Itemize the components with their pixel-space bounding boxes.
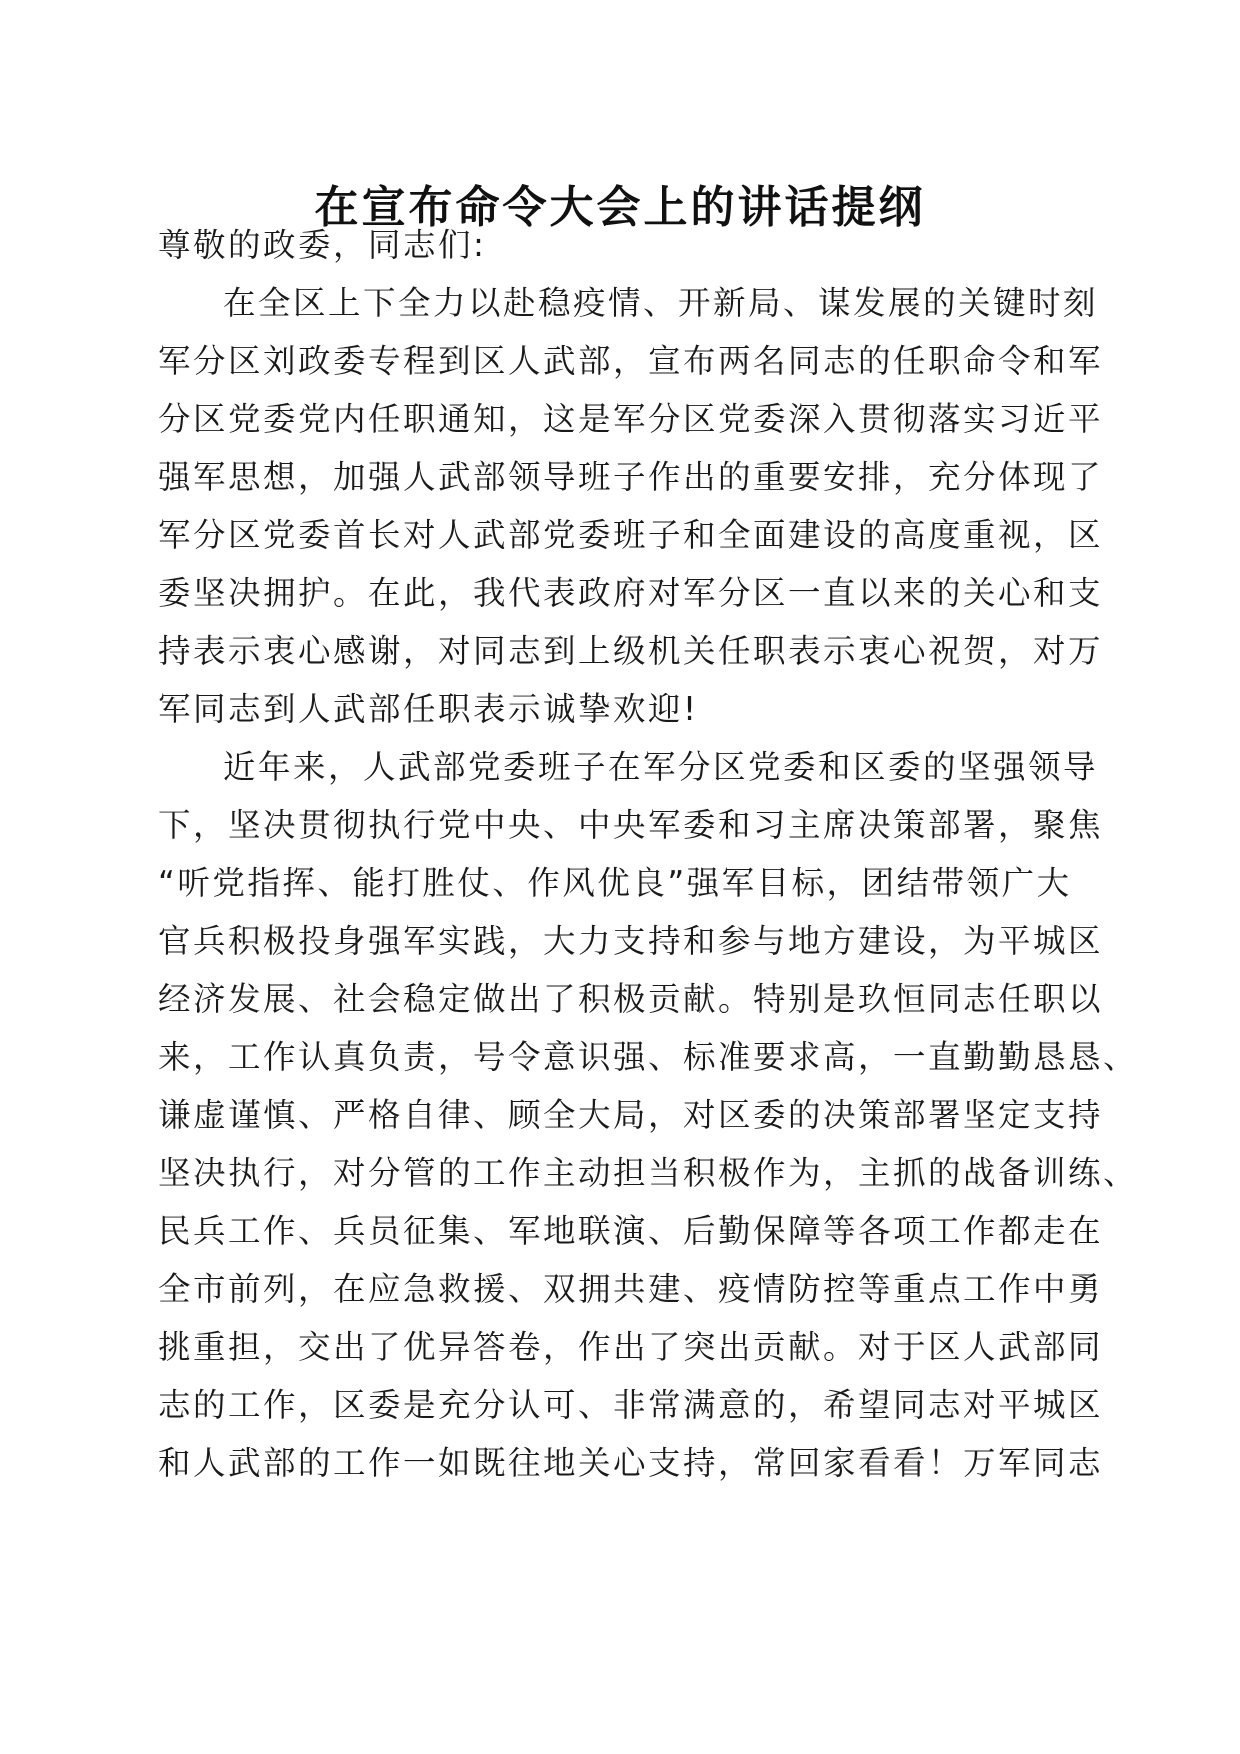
- paragraph-1-line-7: 持表示衷心感谢，对同志到上级机关任职表示衷心祝贺，对万: [158, 632, 1104, 670]
- paragraph-2-line-2: 下，坚决贯彻执行党中央、中央军委和习主席决策部署，聚焦: [158, 806, 1104, 844]
- paragraph-2-line-5: 经济发展、社会稳定做出了积极贡献。特别是玖恒同志任职以: [158, 980, 1104, 1018]
- paragraph-1-line-5: 军分区党委首长对人武部党委班子和全面建设的高度重视，区: [158, 516, 1104, 554]
- paragraph-2-line-11: 挑重担，交出了优异答卷，作出了突出贡献。对于区人武部同: [158, 1328, 1104, 1366]
- paragraph-1-line-2: 军分区刘政委专程到区人武部，宣布两名同志的任职命令和军: [158, 342, 1104, 380]
- paragraph-1-line-1: 在全区上下全力以赴稳疫情、开新局、谋发展的关键时刻: [223, 284, 1099, 322]
- paragraph-1-line-6: 委坚决拥护。在此，我代表政府对军分区一直以来的关心和支: [158, 574, 1104, 612]
- paragraph-1-line-4: 强军思想，加强人武部领导班子作出的重要安排，充分体现了: [158, 458, 1104, 496]
- salutation-line: 尊敬的政委，同志们:: [158, 226, 487, 264]
- paragraph-2-line-6: 来，工作认真负责，号令意识强、标准要求高，一直勤勤恳恳、: [158, 1038, 1139, 1076]
- paragraph-2-line-10: 全市前列，在应急救援、双拥共建、疫情防控等重点工作中勇: [158, 1270, 1104, 1308]
- paragraph-2-line-13: 和人武部的工作一如既往地关心支持，常回家看看！万军同志: [158, 1444, 1104, 1482]
- paragraph-2-line-9: 民兵工作、兵员征集、军地联演、后勤保障等各项工作都走在: [158, 1212, 1104, 1250]
- paragraph-2-line-7: 谦虚谨慎、严格自律、顾全大局，对区委的决策部署坚定支持: [158, 1096, 1104, 1134]
- document-title: 在宣布命令大会上的讲话提纲: [314, 182, 926, 233]
- paragraph-2-line-3: “听党指挥、能打胜仗、作风优良”强军目标，团结带领广大: [158, 864, 1072, 902]
- paragraph-1-line-8: 军同志到人武部任职表示诚挚欢迎!: [158, 690, 699, 728]
- paragraph-2-line-8: 坚决执行，对分管的工作主动担当积极作为，主抓的战备训练、: [158, 1154, 1139, 1192]
- paragraph-2-line-4: 官兵积极投身强军实践，大力支持和参与地方建设，为平城区: [158, 922, 1104, 960]
- paragraph-1-line-3: 分区党委党内任职通知，这是军分区党委深入贯彻落实习近平: [158, 400, 1104, 438]
- paragraph-2-line-12: 志的工作，区委是充分认可、非常满意的，希望同志对平城区: [158, 1386, 1104, 1424]
- paragraph-2-line-1: 近年来，人武部党委班子在军分区党委和区委的坚强领导: [223, 748, 1099, 786]
